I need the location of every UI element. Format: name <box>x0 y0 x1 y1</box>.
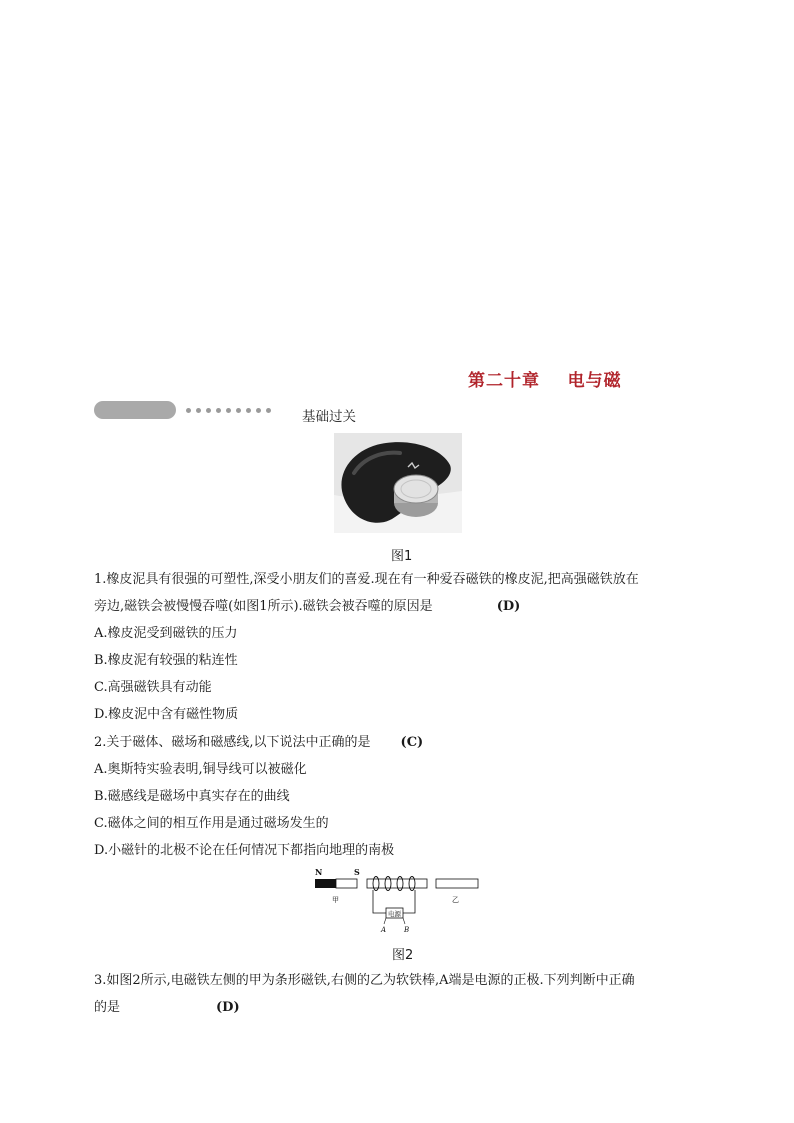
question-3-stem: 的是 <box>94 1000 121 1015</box>
question-1-stem: 旁边,磁铁会被慢慢吞噬(如图1所示).磁铁会被吞噬的原因是 <box>94 599 433 614</box>
figure2-label-b: B <box>404 926 410 934</box>
soft-iron-bar <box>436 879 478 888</box>
section-dots <box>186 408 271 414</box>
question-3-line-2 <box>94 994 240 1021</box>
figure1-caption: 图1 <box>391 549 413 564</box>
question-1-line-1: 1.橡皮泥具有很强的可塑性,深受小朋友们的喜爱.现在有一种爱吞磁铁的橡皮泥,把高强磁铁放在 <box>94 572 639 587</box>
question-1-option-d: D.橡皮泥中含有磁性物质 <box>94 707 239 722</box>
figure2-label-jia: 甲 <box>332 896 339 904</box>
question-3-answer: (D) <box>216 1000 240 1015</box>
figure1-image <box>334 433 462 533</box>
question-1-option-c: C.高强磁铁具有动能 <box>94 680 212 695</box>
question-3-line-1: 3.如图2所示,电磁铁左侧的甲为条形磁铁,右侧的乙为软铁棒,A端是电源的正极.下列判断中正确 <box>94 973 635 988</box>
question-1-option-b: B.橡皮泥有较强的粘连性 <box>94 653 238 668</box>
question-2-line-1 <box>94 729 423 756</box>
magnet-north-half <box>315 879 336 888</box>
figure2-label-power: 电源 <box>388 910 401 918</box>
question-2-option-a: A.奥斯特实验表明,铜导线可以被磁化 <box>94 762 307 777</box>
section-label: 基础过关 <box>302 409 356 425</box>
figure2-caption: 图2 <box>392 948 414 963</box>
question-2-answer: (C) <box>400 735 424 750</box>
question-2-option-d: D.小磁针的北极不论在任何情况下都指向地理的南极 <box>94 843 395 858</box>
magnet-south-half <box>336 879 357 888</box>
figure2-diagram <box>312 868 482 936</box>
figure2-label-yi: 乙 <box>452 896 459 904</box>
question-1-option-a: A.橡皮泥受到磁铁的压力 <box>94 626 238 641</box>
figure2-label-n: N <box>315 868 323 877</box>
question-2-option-b: B.磁感线是磁场中真实存在的曲线 <box>94 789 290 804</box>
question-1-line-2 <box>94 593 520 620</box>
question-2-option-c: C.磁体之间的相互作用是通过磁场发生的 <box>94 816 329 831</box>
section-pill <box>94 401 176 419</box>
question-1-answer: (D) <box>496 599 521 614</box>
figure2-label-s: S <box>354 868 360 877</box>
figure2-label-a: A <box>381 926 387 934</box>
question-2-stem: 2.关于磁体、磁场和磁感线,以下说法中正确的是 <box>94 735 371 750</box>
chapter-title: 第二十章 电与磁 <box>468 371 622 391</box>
